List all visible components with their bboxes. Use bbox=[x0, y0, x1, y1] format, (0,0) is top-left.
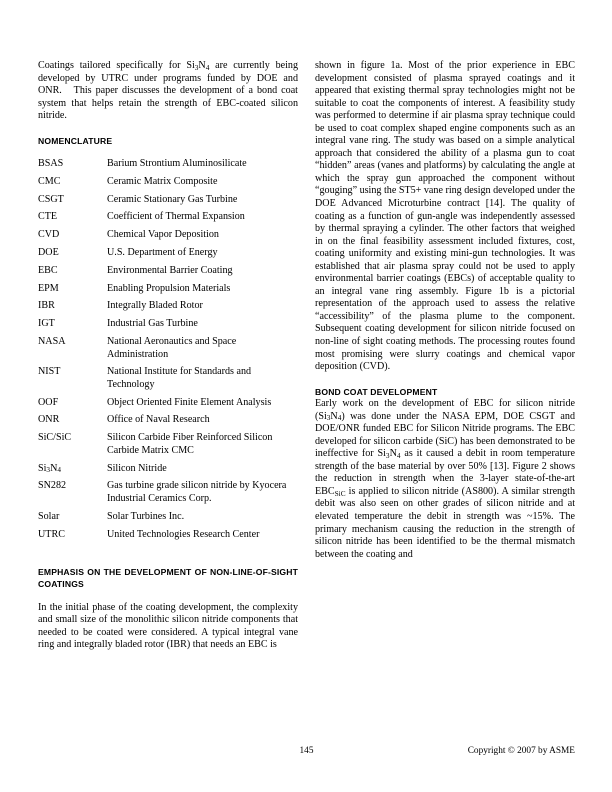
nomenclature-term: IBR bbox=[38, 300, 55, 312]
nomenclature-definition: Object Oriented Finite Element Analysis bbox=[107, 396, 272, 408]
nomenclature-definition: Coefficient of Thermal Expansion bbox=[107, 211, 245, 223]
nomenclature-definition: Integrally Bladed Rotor bbox=[107, 300, 203, 312]
spacer bbox=[38, 546, 298, 567]
page-number: 145 bbox=[299, 746, 314, 756]
nomenclature-term: OOF bbox=[38, 396, 59, 408]
table-row bbox=[38, 300, 298, 318]
nomenclature-definition: Ceramic Matrix Composite bbox=[107, 175, 218, 187]
nomenclature-definition: Silicon Carbide Fiber Reinforced Silicon Carbide Matrix CMC bbox=[107, 432, 273, 456]
nomenclature-definition: Office of Naval Research bbox=[107, 414, 210, 426]
nomenclature-term: $Si_3N_4$ bbox=[38, 462, 61, 475]
spacer bbox=[38, 123, 298, 136]
spacer bbox=[315, 374, 575, 387]
table-row bbox=[38, 432, 298, 462]
nomenclature-definition: U.S. Department of Energy bbox=[107, 247, 218, 259]
nomenclature-definition: Industrial Gas Turbine bbox=[107, 318, 198, 330]
table-row bbox=[38, 336, 298, 366]
nomenclature-term: EBC bbox=[38, 264, 58, 276]
nomenclature-term: IGT bbox=[38, 318, 55, 330]
bond-coat-text-4: is applied to silicon nitride (AS800). A similar strength debit was also seen on other grades of silicon nitride and at elevated temperature the debit in strength was ~15%. The primary mechanism causing the reduction in the strength of silicon nitride has been identified to be the thermal mismatch between the coating and bbox=[315, 485, 575, 560]
left-column bbox=[38, 60, 298, 732]
table-row bbox=[38, 463, 298, 481]
right-column bbox=[315, 60, 575, 732]
nomenclature-definition: Solar Turbines Inc. bbox=[107, 510, 185, 522]
table-row bbox=[38, 318, 298, 336]
table-row bbox=[38, 529, 298, 547]
nomenclature-heading: NOMENCLATURE bbox=[38, 135, 113, 146]
nomenclature-definition: Environmental Barrier Coating bbox=[107, 264, 233, 276]
nomenclature-definition: Silicon Nitride bbox=[107, 462, 167, 474]
table-row bbox=[38, 265, 298, 283]
table-row bbox=[38, 397, 298, 415]
nomenclature-definition: Gas turbine grade silicon nitride by Kyocera Industrial Ceramics Corp. bbox=[107, 480, 287, 505]
nomenclature-term: NIST bbox=[38, 366, 61, 378]
copyright-notice: Copyright © 2007 by ASME bbox=[467, 746, 575, 756]
subscript-3: 3 bbox=[194, 63, 199, 72]
subscript-sic: SiC bbox=[334, 489, 346, 498]
bond-coat-heading: BOND COAT DEVELOPMENT bbox=[315, 386, 438, 397]
nomenclature-term: EPM bbox=[38, 282, 59, 294]
subscript-3: 3 bbox=[326, 414, 331, 423]
nomenclature-term: CTE bbox=[38, 211, 58, 223]
emphasis-heading: EMPHASIS ON THE DEVELOPMENT OF NON-LINE-OF-SIGHT COATINGS bbox=[38, 567, 298, 589]
bond-coat-text-2: ) was done under the NASA EPM, DOE CSGT and DOE/ONR funded EBC for Silicon Nitride programs. The EBC developed for silicon carbide (SiC) has been demonstrated to be ineffective for Si bbox=[315, 410, 575, 460]
nomenclature-term: CVD bbox=[38, 229, 60, 241]
nomenclature-definition: Ceramic Stationary Gas Turbine bbox=[107, 193, 238, 205]
subscript-4: 4 bbox=[57, 466, 61, 475]
nomenclature-term: SiC/SiC bbox=[38, 432, 72, 444]
nomenclature-term: NASA bbox=[38, 335, 66, 347]
nomenclature-definition: National Aeronautics and Space Administration bbox=[107, 335, 237, 360]
intro-paragraph: Coatings tailored specifically for $Si_3N_4$ are currently being developed by UTRC under programs funded by DOE and ONR. This paper discusses the development of a bond coat system that helps retain the strength of EBC-coated silicon nitride. bbox=[38, 60, 298, 122]
subscript-3: 3 bbox=[46, 466, 51, 475]
nomenclature-term: CMC bbox=[38, 175, 61, 187]
nomenclature-term: DOE bbox=[38, 247, 59, 259]
table-row bbox=[38, 211, 298, 229]
subscript-4: 4 bbox=[396, 452, 401, 461]
nomenclature-term: Solar bbox=[38, 510, 60, 522]
page-footer bbox=[38, 745, 575, 761]
nomenclature-definition: Barium Strontium Aluminosilicate bbox=[107, 158, 247, 170]
bond-coat-text-3: as it caused a debit in room temperature strength of the base material by over 50% [13]. Figure 2 shows the reduction in strength when the 3-layer state-of-the-art EBC bbox=[315, 448, 576, 497]
table-row bbox=[38, 247, 298, 265]
table-row bbox=[38, 283, 298, 301]
nomenclature-definition: Enabling Propulsion Materials bbox=[107, 282, 231, 294]
nomenclature-term: CSGT bbox=[38, 193, 64, 205]
nomenclature-term: ONR bbox=[38, 414, 60, 426]
table-row bbox=[38, 511, 298, 529]
emphasis-paragraph: In the initial phase of the coating development, the complexity and small size of the monolithic silicon nitride components that needed to be coated were considered. A typical integral vane ring and integrally bladed rotor (IBR) that needs an EBC is bbox=[38, 601, 298, 651]
subscript-4: 4 bbox=[205, 63, 210, 72]
table-row bbox=[38, 366, 298, 396]
nomenclature-term: BSAS bbox=[38, 158, 64, 170]
two-column-body bbox=[38, 60, 575, 732]
table-row bbox=[38, 480, 298, 510]
subscript-4: 4 bbox=[337, 414, 342, 423]
table-row bbox=[38, 176, 298, 194]
spacer bbox=[38, 147, 298, 158]
bond-coat-paragraph: Early work on the development of EBC for silicon nitride $(Si_3N_4)$ was done under the NASA EPM, DOE CSGT and DOE/ONR funded EBC for Silicon Nitride programs. The EBC developed for silicon carbide (SiC) has been demonstrated to be ineffective for $Si_3N_4$ as it caused a debit in room temperature strength of the base material by over 50% [13]. Figure 2 shows the reduction in strength when the 3-layer state-of-the-art $EBC_{SiC}$ is applied to silicon nitride (AS800). A similar strength debit was also seen on other grades of silicon nitride and at elevated temperature the debit in strength was ~15%. The primary mechanism causing the reduction in the strength of silicon nitride has been identified to be the thermal mismatch between the coating and bbox=[315, 398, 576, 560]
table-row bbox=[38, 229, 298, 247]
bond-coat-text-1: Early work on the development of EBC for silicon nitride (Si bbox=[315, 398, 575, 422]
nomenclature-definition: United Technologies Research Center bbox=[107, 528, 260, 540]
nomenclature-definition: National Institute for Standards and Technology bbox=[107, 366, 252, 390]
table-row bbox=[38, 194, 298, 212]
table-row bbox=[38, 158, 298, 176]
nomenclature-term: UTRC bbox=[38, 528, 65, 540]
subscript-3: 3 bbox=[385, 452, 390, 461]
nomenclature-term: SN282 bbox=[38, 480, 67, 492]
nomenclature-table bbox=[38, 158, 298, 546]
table-row bbox=[38, 414, 298, 432]
continuation-paragraph: shown in figure 1a. Most of the prior experience in EBC development consisted of plasma sprayed coatings and it appeared that existing thermal spray technologies might not be suitable to coat the components of interest. A feasibility study was performed to determine if air plasma spray technique could be used to coat complex shaped engine components such as an integral vane ring. The study was based on a simple analytical approach that considered the ability of a plasma gun to coat “hidden” areas (vanes and platforms) by calculating the angle at which the spray gun approached the component without “gouging” using the ST5+ vane ring design developed under the DOE Advanced Microturbine contract [14]. The quality of coating as a function of gun-angle was independently assessed by thermal spraying a cylinder. The other factors that weighed in on the final feasibility assessment included fixtures, cost, coating uniformity and existing mini-gun technologies. It was established that air plasma spray could not be used to apply environmental barrier coatings (EBCs) of acceptable quality to an integral vane ring assembly. Figure 1b is a pictorial representation of the approach used to assess the relative “accessibility” of the plasma plume to the component. Subsequent coating development for silicon nitride focused on non-line of sight coating methods. The processing routes found most promising were slurry coatings and chemical vapor deposition (CVD). bbox=[315, 60, 575, 373]
nomenclature-definition: Chemical Vapor Deposition bbox=[107, 229, 219, 241]
